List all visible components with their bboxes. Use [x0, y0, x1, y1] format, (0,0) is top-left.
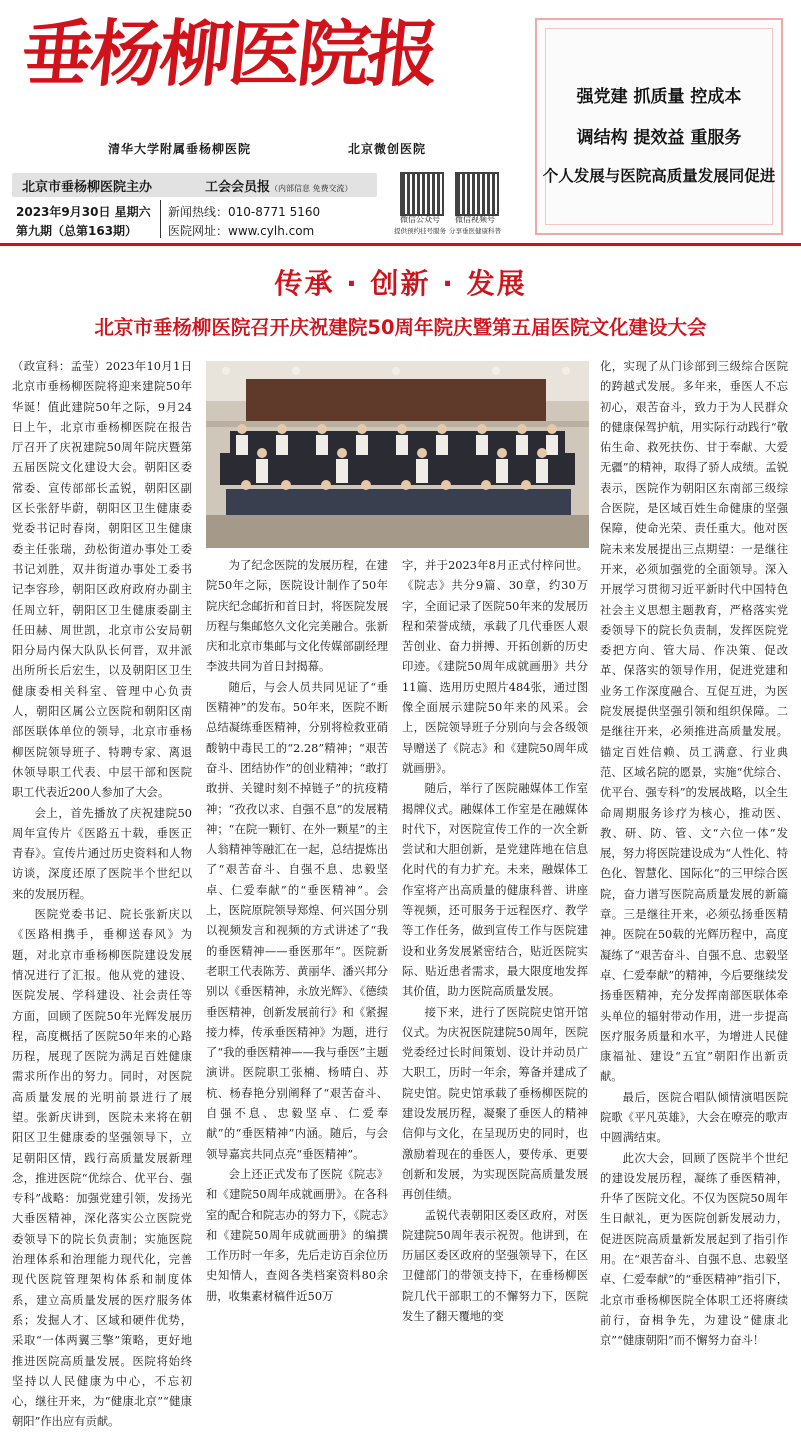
- masthead-rule: [0, 243, 801, 246]
- issue-number: 第九期（总第163期）: [16, 224, 138, 238]
- wechat-qr-icon[interactable]: [400, 172, 444, 216]
- article-column-4: [600, 357, 788, 1348]
- paragraph: 此次大会，回顾了医院半个世纪的建设发展历程，凝练了垂医精神，升华了医院文化。不仅为医院50周年生日献礼，更为医院创新发展动力，促进医院高质量新发展起到了指引作用。在“艰苦奋斗、自强不息、忠毅坚卓、仁爱奉献”的“垂医精神”指引下，北京市垂杨柳医院全体职工还将赓续前行，奋楫争先，为建设“健康北京”“健康朝阳”而不懈努力奋斗！: [600, 1151, 788, 1348]
- union-label: [205, 176, 353, 195]
- newspaper-logo: 垂杨柳医院报: [17, 11, 441, 96]
- qr-caption: 分享垂医健康科普: [449, 227, 501, 235]
- article-column-1: [12, 357, 192, 1429]
- paragraph: 随后，与会人员共同见证了“垂医精神”的发布。50年来，医院不断总结凝练垂医精神，分别将检救亚硝酸钠中毒民工的“2.28”精神；“艰苦奋斗、团结协作”的创业精神；“敢打敢拼、关键时刻不掉链子”的抗疫精神；“孜孜以求、自强不息”的发展精神；“在院一颗钉、在外一颗星”的主人翁精神等融汇在一起，总结提炼出了“艰苦奋斗、自强不息、忠毅坚卓、仁爱奉献”的“垂医精神”。会上，医院原院领导郑煌、何兴国分别以视频发言和视频的方式讲述了“我的垂医精神——垂医那年”。医院新老职工代表陈芳、黄丽华、潘兴邦分别以《垂医精神，永放光辉》、《德续垂医精神，创新发展前行》和《紧握接力棒，传承垂医精神》为题，进行了“我的垂医精神——我与垂医”主题演讲。医院职工张楠、杨晴白、苏杭、杨春艳分别阐释了“艰苦奋斗、自强不息、忠毅坚卓、仁爱奉献”的“垂医精神”内涵。随后，与会领导嘉宾共同点亮“垂医精神”。: [206, 680, 388, 1161]
- paragraph: 接下来，进行了医院院史馆开馆仪式。为庆祝医院建院50周年，医院党委经过长时间策划、设计并动员广大职工，历时一年余，筹备并建成了院史馆。院史馆承载了垂杨柳医院的建设发展历程，凝聚了垂医人的精神信仰与文化，在呈现历史的同时，也激励着现在的垂医人，要传承、更要创新和发展，为实现医院高质量发展再创佳绩。: [402, 1005, 588, 1202]
- article-column-2: [206, 556, 388, 1303]
- paragraph: 字，并于2023年8月正式付梓问世。《院志》共分9篇、30章，约30万字，全面记录了医院50年来的发展历程和荣誉成绩，承载了几代垂医人艰苦创业、奋力拼搏、开拓创新的历史印迹。《建院50周年成就画册》共分11篇、选用历史照片484张，通过图像全面展示建院50年来的风采。会上，医院领导班子分别向与会各级领导赠送了《院志》和《建院50周年成就画册》。: [402, 559, 588, 775]
- group-photo-illustration: [206, 361, 589, 548]
- publisher-bar: [12, 173, 377, 197]
- sponsor-label: 北京市垂杨柳医院主办: [22, 180, 153, 195]
- affiliation-left: 清华大学附属垂杨柳医院: [108, 142, 252, 156]
- article-headline: 传承 · 创新 · 发展: [274, 267, 527, 300]
- qr-caption: 提供预约挂号服务: [394, 227, 446, 235]
- paragraph: 会上，首先播放了庆祝建院50周年宣传片《医路五十载，垂医正青春》。宣传片通过历史资料和人物访谈，深度还原了医院半个世纪以来的发展历程。: [12, 806, 192, 901]
- paragraph: 会上还正式发布了医院《院志》和《建院50周年成就画册》。在各科室的配合和院志办的努力下，《院志》和《建院50周年成就画册》的编撰工作历时一年多，先后走访百余位历史知情人，查阅各类档案资料80余册，收集素材稿件近50万: [206, 1167, 388, 1303]
- article-column-3: [402, 556, 588, 1323]
- union-title: 工会会员报: [205, 180, 271, 195]
- issue-date: 2023年9月30日 星期六: [16, 205, 151, 219]
- group-photo: [206, 361, 589, 548]
- paragraph: 医院党委书记、院长张新庆以《医路相携手，垂柳送春风》为题，对北京市垂杨柳医院建设发展情况进行了汇报。他从党的建设、医院发展、学科建设、社会责任等方面，回顾了医院50年光辉发展历程，高度概括了医院50年来的心路历程，展现了医院为满足百姓健康需求所作出的努力。同时，对医院高质量发展的光明前景进行了展望。张新庆讲到，医院未来将在朝阳区卫生健康委的坚强领导下，立足朝阳区情，践行高质量发展新理念，推进医院“优综合、优平台、强专科”战略：加强党建引领，发扬光大垂医精神，深化落实公立医院党委领导下的院长负责制；实施医院治理体系和治理能力现代化，完善现代医院管理架构体系和制度体系，建立高质量发展的医疗服务体系；发掘人才、区域和硬件优势，采取“一体两翼三擎”策略，更好地推进医院高质量发展。医院将始终坚持以人民健康为中心，不忘初心，继往开来，为“健康北京”“健康朝阳”作出应有贡献。: [12, 908, 192, 1429]
- affiliation-right: 北京微创医院: [348, 142, 427, 156]
- article-subheadline: 北京市垂杨柳医院召开庆祝建院50周年院庆暨第五届医院文化建设大会: [94, 316, 707, 339]
- video-qr-icon[interactable]: [455, 172, 499, 216]
- qr-caption: 微信视频号: [455, 215, 495, 224]
- paragraph: 化，实现了从门诊部到三级综合医院的跨越式发展。多年来，垂医人不忘初心，艰苦奋斗，致力于为人民群众的健康保驾护航，用实际行动践行“敬佑生命、救死扶伤、甘于奉献、大爱无疆”的精神，取得了骄人成绩。孟锐表示，医院作为朝阳区东南部三级综合医院，是区域百姓生命健康的坚强保障，使命光荣、责任重大。他对医院未来发展提出三点期望：一是继往开来，必须加强党的全面领导。深入开展学习贯彻习近平新时代中国特色社会主义思想主题教育，严格落实党委领导下的院长负责制，发挥医院党委把方向、管大局、作决策、促改革、保落实的领导作用，促进党建和业务工作深度融合、互促互进，为医院发展提供坚强引领和组织保障。二是继往开来，必须推进高质量发展。锚定百姓信赖、员工满意、行业典范、区域名院的愿景，实施“优综合、优平台、强专科”的发展战略，以全生命周期服务诊疗为核心，推动医、教、研、防、管、文“六位一体”发展，努力将医院建设成为“人性化、特色化、智慧化、国际化”的三甲综合医院，奋力谱写医院高质量发展的新篇章。三是继往开来，必须弘扬垂医精神。医院在50载的光辉历程中，高度凝练了“艰苦奋斗、自强不息、忠毅坚卓、仁爱奉献”的精神，今后要继续发扬垂医精神，充分发挥南部医联体牵头单位的辐射带动作用，进一步提高医疗服务质量和水平，为增进人民健康福祉、建设“五宜”朝阳作出新贡献。: [600, 360, 788, 1084]
- paragraph: 孟锐代表朝阳区委区政府，对医院建院50周年表示祝贺。他讲到，在历届区委区政府的坚强领导下，在区卫健部门的带领支持下，在垂杨柳医院几代干部职工的不懈努力下，医院发生了翻天覆地的变: [402, 1208, 588, 1323]
- slogan-line: 个人发展与医院高质量发展同促进: [542, 167, 776, 185]
- paragraph: 为了纪念医院的发展历程，在建院50年之际，医院设计制作了50年院庆纪念邮折和首日封，将医院发展历程与集邮悠久文化完美融合。张新庆和北京市集邮与文化传媒部副经理李波共同为首日封揭幕。: [206, 559, 388, 674]
- slogan-line: 调结构 提效益 重服务: [576, 128, 742, 148]
- divider: [160, 200, 161, 238]
- hospital-website[interactable]: 医院网址：www.cylh.com: [168, 224, 315, 238]
- union-note: （内部信息 免费交流）: [270, 184, 353, 193]
- news-hotline: 新闻热线：010-8771 5160: [168, 205, 321, 219]
- paragraph: 随后，举行了医院融媒体工作室揭牌仪式。融媒体工作室是在融媒体时代下，对医院宣传工作的一次全新尝试和大胆创新，是党建阵地在信息化时代的有力扩充。未来，融媒体工作室将产出高质量的健康科普、讲座等视频，还可服务于远程医疗、教学等工作任务，做到宣传工作与医院建设和业务发展紧密结合，贴近医院实际、贴近患者需求，最大限度地发挥其价值，助力医院高质量发展。: [402, 782, 588, 999]
- paragraph: （政宣科：孟莹）2023年10月1日北京市垂杨柳医院将迎来建院50年华诞！值此建院50年之际，9月24日上午，北京市垂杨柳医院在报告厅召开了庆祝建院50周年院庆暨第五届医院文化建设大会。朝阳区委常委、宣传部部长孟锐，朝阳区副区长张舒毕蔚，朝阳区卫生健康委党委书记时春岗，朝阳区卫生健康委主任张瑞，劲松街道办事处工委书记刘胜，双井街道办事处工委书记李容珍，朝阳区政府政府办副主任周立轩，朝阳区卫生健康委副主任田赫、周世凯，北京市公安局朝阳分局内保大队队长何晋，双井派出所所长后宏生，以及朝阳区卫生健康委相关科室、管理中心负责人，朝阳区属公立医院和朝阳区南部医联体单位的领导，北京市垂杨柳医院领导班子、特聘专家、离退休领导职工代表、中层干部和医院职工代表近200人参加了大会。: [12, 360, 192, 800]
- paragraph: 最后，医院合唱队倾情演唱医院院歌《平凡英雄》，大会在嘹亮的歌声中圆满结束。: [600, 1090, 788, 1145]
- masthead: [0, 0, 801, 252]
- slogan-line: 强党建 抓质量 控成本: [576, 87, 742, 107]
- slogan-box: [535, 18, 783, 235]
- qr-caption: 微信公众号: [400, 215, 440, 224]
